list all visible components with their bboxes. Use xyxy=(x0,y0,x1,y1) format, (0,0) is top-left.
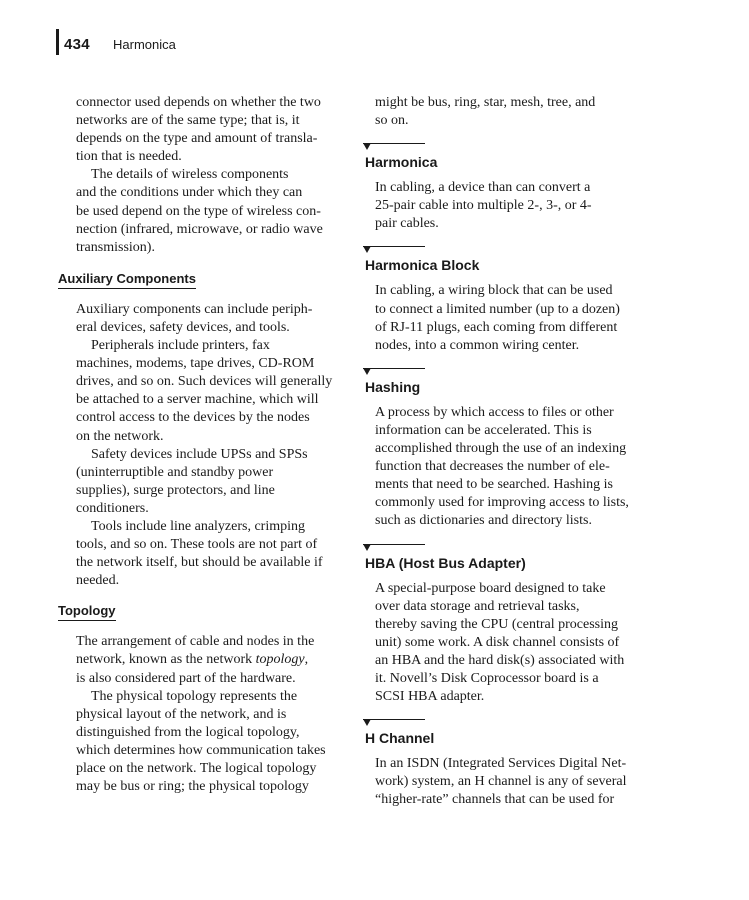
entry-marker xyxy=(363,543,645,553)
text-line: Safety devices include UPSs and SPSs xyxy=(91,446,308,462)
text-line: the network itself, but should be available if xyxy=(76,555,323,571)
section-heading-auxiliary: Auxiliary Components xyxy=(58,271,196,289)
text-line: supplies), surge protectors, and line xyxy=(76,482,275,498)
text-run: , xyxy=(304,652,309,668)
paragraph xyxy=(58,94,348,166)
emphasis-term: topology xyxy=(255,652,305,668)
text-line: The details of wireless components xyxy=(91,167,289,183)
text-line: an HBA and the hard disk(s) associated with xyxy=(375,652,625,668)
entry-definition xyxy=(363,755,645,809)
paragraph xyxy=(58,337,348,446)
text-line: be used depend on the type of wireless con- xyxy=(76,203,321,219)
entry-term: Hashing xyxy=(365,378,421,395)
text-line: nection (infrared, microwave, or radio wave xyxy=(76,221,323,237)
text-line: The arrangement of cable and nodes in the xyxy=(76,634,315,650)
text-line: transmission). xyxy=(76,239,155,255)
entry-marker xyxy=(363,142,645,152)
text-line: which determines how communication takes xyxy=(76,742,326,758)
text-line: function that decreases the number of ele- xyxy=(375,459,610,475)
text-line: control access to the devices by the nodes xyxy=(76,410,310,426)
text-line: In cabling, a device than can convert a xyxy=(375,180,591,196)
text-line: be attached to a server machine, which will xyxy=(76,392,319,408)
glossary-entry-harmonica xyxy=(363,142,645,233)
text-line: physical layout of the network, and is xyxy=(76,706,287,722)
page-number: 434 xyxy=(64,36,90,53)
text-line: ments that need to be searched. Hashing is xyxy=(375,477,613,493)
text-line: nodes, into a common wiring center. xyxy=(375,337,580,353)
text-line: SCSI HBA adapter. xyxy=(375,689,485,705)
text-line: work) system, an H channel is any of several xyxy=(375,774,627,790)
entry-term: Harmonica xyxy=(365,154,438,171)
text-line: drives, and so on. Such devices will generally xyxy=(76,374,333,390)
paragraph xyxy=(58,633,348,687)
text-line: Tools include line analyzers, crimping xyxy=(91,518,306,534)
text-line: The physical topology represents the xyxy=(91,688,298,704)
section-heading-topology: Topology xyxy=(58,603,116,621)
entry-term: H Channel xyxy=(365,730,435,747)
paragraph xyxy=(58,301,348,337)
text-line: it. Novell’s Disk Coprocessor board is a xyxy=(375,670,599,686)
text-line: thereby saving the CPU (central processing xyxy=(375,616,618,632)
triangle-marker-icon xyxy=(363,544,371,551)
text-line: tools, and so on. These tools are not part of xyxy=(76,537,318,553)
text-line: depends on the type and amount of transla- xyxy=(76,131,318,147)
text-line: on the network. xyxy=(76,428,164,444)
entry-definition xyxy=(363,404,645,531)
running-title: Harmonica xyxy=(113,37,176,52)
text-line xyxy=(76,651,348,669)
left-column xyxy=(58,94,348,796)
text-line: machines, modems, tape drives, CD-ROM xyxy=(76,356,315,372)
triangle-marker-icon xyxy=(363,719,371,726)
text-line: such as dictionaries and directory lists. xyxy=(375,513,592,529)
glossary-entry-hba xyxy=(363,543,645,707)
text-line: to connect a limited number (up to a dozen) xyxy=(375,301,620,317)
text-line: “higher-rate” channels that can be used for xyxy=(375,792,615,808)
paragraph xyxy=(58,446,348,518)
triangle-marker-icon xyxy=(363,368,371,375)
text-line: In an ISDN (Integrated Services Digital Net- xyxy=(375,756,627,772)
triangle-marker-icon xyxy=(363,246,371,253)
text-line: may be bus or ring; the physical topology xyxy=(76,779,309,795)
paragraph xyxy=(58,518,348,590)
triangle-marker-icon xyxy=(363,143,371,150)
text-run: network, known as the network xyxy=(76,652,256,668)
entry-marker xyxy=(363,245,645,255)
entry-marker xyxy=(363,367,645,377)
text-line: A special-purpose board designed to take xyxy=(375,580,606,596)
text-line: conditioners. xyxy=(76,500,149,516)
entry-term: Harmonica Block xyxy=(365,257,480,274)
glossary-entry-hashing xyxy=(363,367,645,531)
text-line: and the conditions under which they can xyxy=(76,185,303,201)
text-line: In cabling, a wiring block that can be used xyxy=(375,283,613,299)
text-line: connector used depends on whether the two xyxy=(76,95,321,110)
paragraph xyxy=(58,688,348,797)
entry-definition xyxy=(363,580,645,707)
entry-definition xyxy=(363,282,645,354)
entry-definition xyxy=(363,179,645,233)
paragraph xyxy=(58,166,348,256)
text-line: distinguished from the logical topology, xyxy=(76,724,300,740)
text-line: (uninterruptible and standby power xyxy=(76,464,274,480)
entry-term: HBA (Host Bus Adapter) xyxy=(365,554,526,571)
text-line: Auxiliary components can include periph- xyxy=(76,301,313,317)
text-line: might be bus, ring, star, mesh, tree, and xyxy=(375,95,596,110)
text-line: eral devices, safety devices, and tools. xyxy=(76,319,290,335)
text-line: is also considered part of the hardware. xyxy=(76,670,296,686)
text-line: pair cables. xyxy=(375,216,439,232)
text-line: needed. xyxy=(76,573,120,589)
paragraph xyxy=(363,94,645,130)
right-column xyxy=(363,94,645,809)
text-line: commonly used for improving access to lists, xyxy=(375,495,629,511)
text-line: so on. xyxy=(375,113,409,129)
text-line: Peripherals include printers, fax xyxy=(91,338,270,354)
glossary-entry-h-channel xyxy=(363,718,645,809)
text-line: A process by which access to files or other xyxy=(375,404,614,420)
text-line: accomplished through the use of an indexing xyxy=(375,441,627,457)
text-line: information can be accelerated. This is xyxy=(375,422,592,438)
text-line: place on the network. The logical topology xyxy=(76,761,317,776)
glossary-entry-harmonica-block xyxy=(363,245,645,354)
text-line: 25-pair cable into multiple 2-, 3-, or 4- xyxy=(375,198,592,214)
text-line: over data storage and retrieval tasks, xyxy=(375,598,580,614)
text-line: networks are of the same type; that is, it xyxy=(76,113,300,129)
entry-marker xyxy=(363,718,645,728)
text-line: of RJ-11 plugs, each coming from different xyxy=(375,319,618,335)
header-bar xyxy=(56,29,59,55)
text-line: tion that is needed. xyxy=(76,149,182,165)
text-line: unit) some work. A disk channel consists of xyxy=(375,634,620,650)
